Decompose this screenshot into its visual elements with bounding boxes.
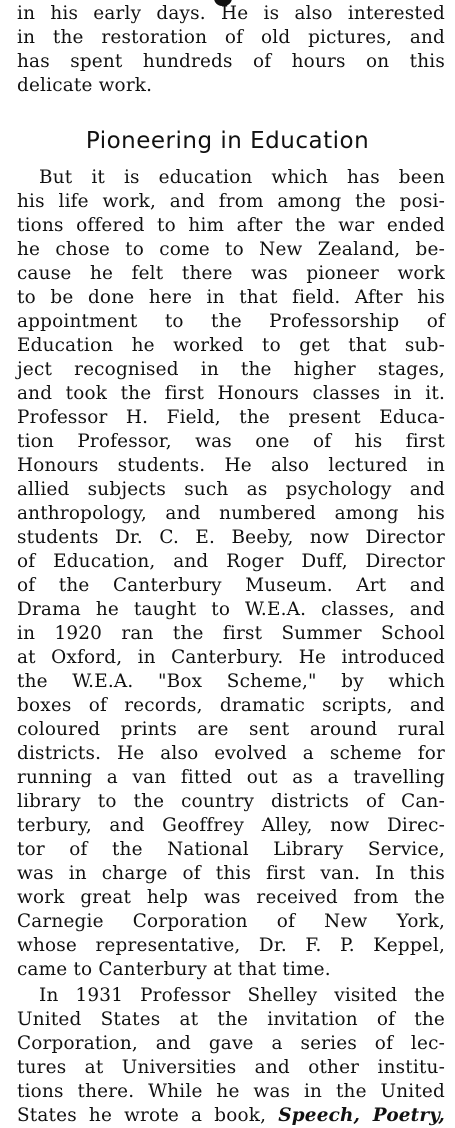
text-line: coloured prints are sent around rural xyxy=(17,719,445,740)
text-line: But it is education which has been xyxy=(39,167,445,188)
text-line: library to the country districts of Can- xyxy=(17,791,445,812)
text-line: Carnegie Corporation of New York, xyxy=(17,911,445,932)
text-line: he chose to come to New Zealand, be- xyxy=(17,239,445,260)
text-line: anthropology, and numbered among his xyxy=(17,503,445,524)
paragraph-intro xyxy=(17,2,445,98)
text-line: his life work, and from among the posi- xyxy=(17,191,445,212)
text-line: United States at the invitation of the xyxy=(17,1009,445,1030)
text-line: work great help was received from the xyxy=(17,887,445,908)
text-line: allied subjects such as psychology and xyxy=(17,479,445,500)
text-line: In 1931 Professor Shelley visited the xyxy=(39,985,445,1006)
text-line: tions offered to him after the war ended xyxy=(17,215,445,236)
text-line: terbury, and Geoffrey Alley, now Direc- xyxy=(17,815,445,836)
text-line: delicate work. xyxy=(17,75,153,96)
text-line: Drama he taught to W.E.A. classes, and xyxy=(17,599,445,620)
text-line: tions there. While he was in the United xyxy=(17,1081,445,1102)
text-line: districts. He also evolved a scheme for xyxy=(17,743,445,764)
text-line: of Education, and Roger Duff, Director xyxy=(17,551,445,572)
paragraph-education xyxy=(17,166,445,982)
text-run: States he wrote a book, xyxy=(17,1105,279,1126)
text-line-final xyxy=(17,1104,445,1128)
section-heading: Pioneering in Education xyxy=(85,128,370,154)
text-line: has spent hundreds of hours on this xyxy=(17,51,445,72)
text-line: Education he worked to get that sub- xyxy=(17,335,445,356)
text-line: boxes of records, dramatic scripts, and xyxy=(17,695,445,716)
text-line: of the Canterbury Museum. Art and xyxy=(17,575,445,596)
text-line: in the restoration of old pictures, and xyxy=(17,27,445,48)
text-line: at Oxford, in Canterbury. He introduced xyxy=(17,647,445,668)
paragraph-united-states xyxy=(17,984,445,1128)
text-line: tures at Universities and other institu- xyxy=(17,1057,445,1078)
text-line: was in charge of this first van. In this xyxy=(17,863,445,884)
text-line: appointment to the Professorship of xyxy=(17,311,445,332)
text-line: and took the first Honours classes in it. xyxy=(17,383,445,404)
text-line: in 1920 ran the first Summer School xyxy=(17,623,445,644)
text-line: tion Professor, was one of his first xyxy=(17,431,445,452)
text-line: running a van fitted out as a travelling xyxy=(17,767,445,788)
text-line: Corporation, and gave a series of lec- xyxy=(17,1033,445,1054)
text-line: Professor H. Field, the present Educa- xyxy=(17,407,445,428)
text-line: ject recognised in the higher stages, xyxy=(17,359,445,380)
text-line: students Dr. C. E. Beeby, now Director xyxy=(17,527,445,548)
text-line: cause he felt there was pioneer work xyxy=(17,263,445,284)
text-line: Honours students. He also lectured in xyxy=(17,455,445,476)
text-line: to be done here in that field. After his xyxy=(17,287,445,308)
text-line: came to Canterbury at that time. xyxy=(17,959,331,980)
text-line: in his early days. He is also interested xyxy=(17,3,445,24)
text-line: whose representative, Dr. F. P. Keppel, xyxy=(17,935,445,956)
text-line: tor of the National Library Service, xyxy=(17,839,445,860)
text-line: the W.E.A. "Box Scheme," by which xyxy=(17,671,445,692)
book-title: Speech, Poetry, xyxy=(278,1105,445,1126)
